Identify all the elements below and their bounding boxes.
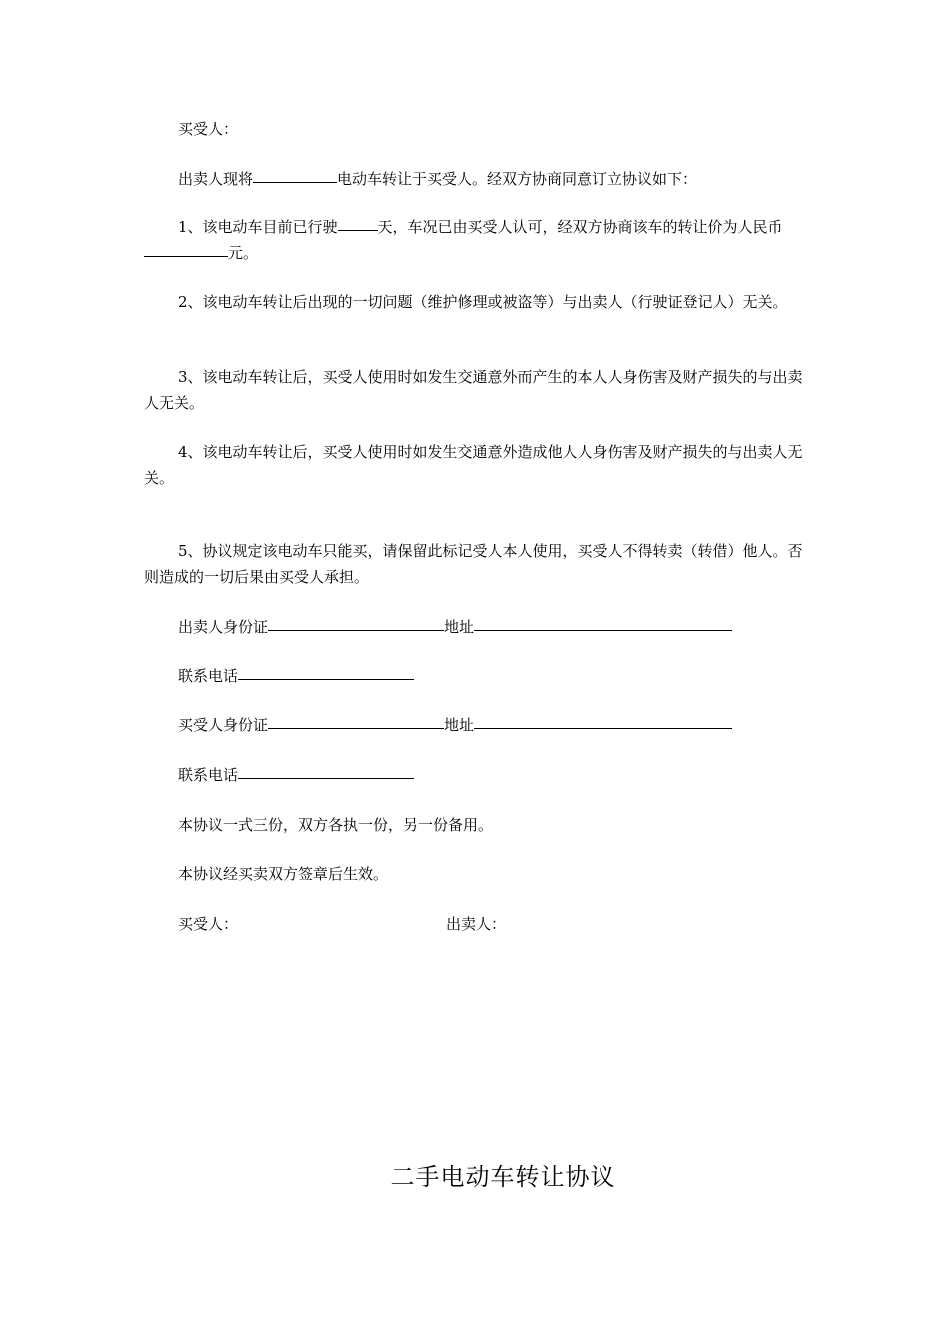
buyer-id-line bbox=[178, 713, 732, 737]
intro-part-b: 电动车转让于买受人。经双方协商同意订立协议如下： bbox=[337, 170, 698, 188]
buyer-phone-line bbox=[178, 763, 414, 787]
intro-part-a: 出卖人现将 bbox=[178, 170, 254, 188]
seller-signature-label: 出卖人： bbox=[446, 915, 507, 933]
buyer-phone-label: 联系电话 bbox=[178, 766, 239, 784]
effective-note: 本协议经买卖双方签章后生效。 bbox=[178, 865, 389, 883]
seller-phone-line bbox=[178, 664, 414, 688]
buyer-address-label: 地址 bbox=[444, 716, 475, 734]
clause-1-part-c: 元。 bbox=[228, 244, 259, 262]
buyer-label-top bbox=[178, 117, 238, 141]
price-blank bbox=[144, 240, 228, 257]
buyer-signature-label: 买受人： bbox=[178, 915, 239, 933]
copies-note: 本协议一式三份，双方各执一份，另一份备用。 bbox=[178, 816, 494, 834]
buyer-id-blank bbox=[268, 712, 444, 729]
clause-3: 3、该电动车转让后，买受人使用时如发生交通意外而产生的本人人身伤害及财产损失的与出卖人无关。 bbox=[144, 368, 803, 412]
vehicle-blank bbox=[253, 166, 337, 183]
seller-address-label: 地址 bbox=[444, 618, 475, 636]
seller-address-blank bbox=[474, 614, 732, 631]
buyer-address-blank bbox=[474, 712, 732, 729]
clause-1-part-a: 1、该电动车目前已行驶 bbox=[178, 218, 338, 236]
intro-line bbox=[178, 167, 697, 191]
clause-2: 2、该电动车转让后出现的一切问题（维护修理或被盗等）与出卖人（行驶证登记人）无关。 bbox=[178, 293, 788, 311]
seller-id-line bbox=[178, 615, 732, 639]
buyer-label-text: 买受人： bbox=[178, 120, 239, 138]
buyer-id-label: 买受人身份证 bbox=[178, 716, 269, 734]
clause-1 bbox=[144, 214, 808, 266]
seller-id-label: 出卖人身份证 bbox=[178, 618, 269, 636]
buyer-phone-blank bbox=[238, 762, 414, 779]
seller-id-blank bbox=[268, 614, 444, 631]
clause-1-part-b: 天，车况已由买受人认可，经双方协商该车的转让价为人民币 bbox=[377, 218, 783, 236]
seller-phone-label: 联系电话 bbox=[178, 667, 239, 685]
clause-4: 4、该电动车转让后，买受人使用时如发生交通意外造成他人人身伤害及财产损失的与出卖人无关。 bbox=[144, 443, 803, 487]
clause-5: 5、协议规定该电动车只能买，请保留此标记受人本人使用，买受人不得转卖（转借）他人。否则造成的一切后果由买受人承担。 bbox=[144, 542, 803, 586]
document-title: 二手电动车转让协议 bbox=[390, 1163, 616, 1191]
days-blank bbox=[338, 214, 378, 231]
seller-phone-blank bbox=[238, 663, 414, 680]
